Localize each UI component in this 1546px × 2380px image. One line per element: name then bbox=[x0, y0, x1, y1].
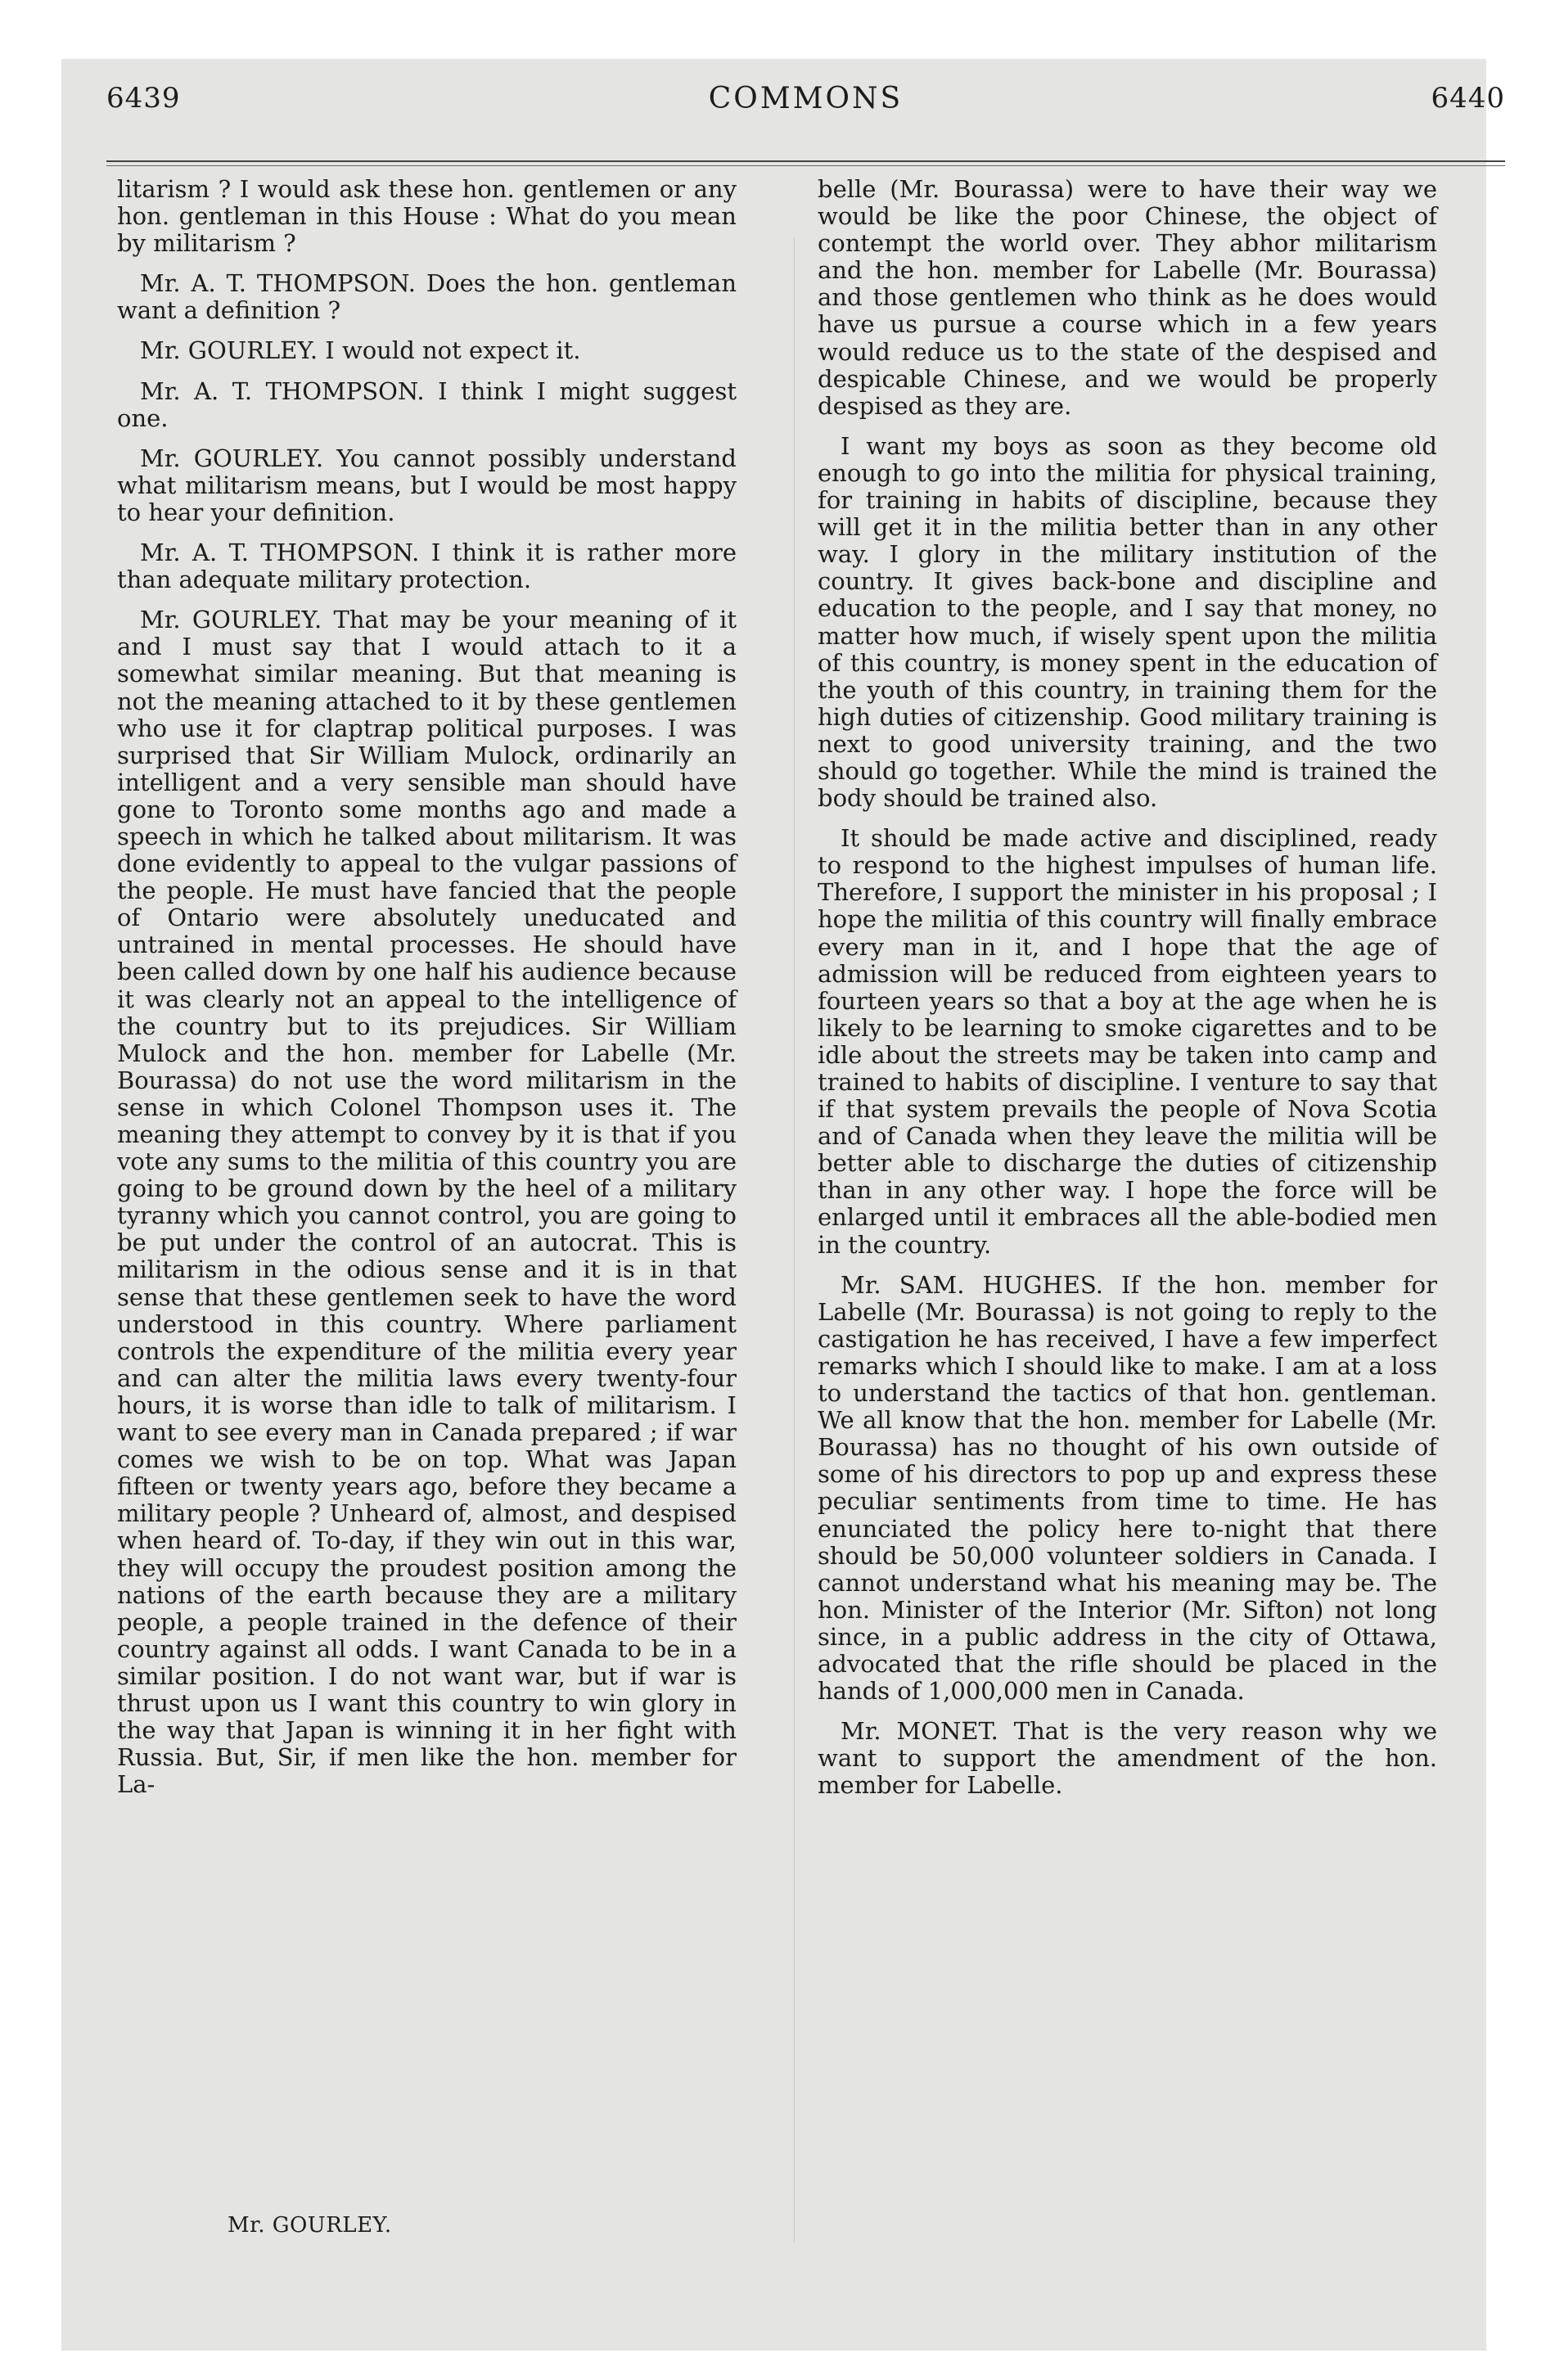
column-divider bbox=[794, 237, 795, 2243]
paragraph: Mr. A. T. THOMPSON. I think I might suggest one. bbox=[117, 376, 737, 432]
paragraph: Mr. A. T. THOMPSON. I think it is rather more than adequate military protection. bbox=[117, 539, 737, 594]
speaker-footer: Mr. GOURLEY. bbox=[228, 2213, 392, 2238]
right-page-number: 6440 bbox=[1431, 82, 1505, 115]
paragraph: Mr. A. T. THOMPSON. Does the hon. gentleman want a definition ? bbox=[117, 269, 737, 325]
header-rule bbox=[106, 160, 1505, 166]
running-title: COMMONS bbox=[708, 82, 904, 115]
left-page-number: 6439 bbox=[106, 82, 181, 115]
page-header bbox=[106, 82, 1505, 139]
paragraph: I want my boys as soon as they become old enough to go into the militia for physical training, for training in habits of discipline, because they will get it in the militia better than in any other way. I glory in the military institution of the country. It gives back-bone and discipline and education to the people, and I say that money, no matter how much, if wisely spent upon the militia of this country, is money spent in the education of the youth of this country, in training them for the high duties of citizenship. Good military training is next to good university training, and the two should go together. While the mind is trained the body should be trained also. bbox=[818, 431, 1437, 813]
paragraph: Mr. GOURLEY. You cannot possibly understand what militarism means, but I would be most happy to hear your definition. bbox=[117, 444, 737, 526]
paragraph: Mr. SAM. HUGHES. If the hon. member for Labelle (Mr. Bourassa) is not going to reply to the castigation he has received, I have a few imperfect remarks which I should like to make. I am at a loss to understand the tactics of that hon. gentleman. We all know that the hon. member for Labelle (Mr. Bourassa) has no thought of his own outside of some of his directors to pop up and express these peculiar sentiments from time to time. He has enunciated the policy here to-night that there should be 50,000 volunteer soldiers in Canada. I cannot understand what his meaning may be. The hon. Minister of the Interior (Mr. Sifton) not long since, in a public address in the city of Ottawa, advocated that the rifle should be placed in the hands of 1,000,000 men in Canada. bbox=[818, 1270, 1437, 1706]
paragraph: belle (Mr. Bourassa) were to have their way we would be like the poor Chinese, the object of contempt the world over. They abhor militarism and the hon. member for Labelle (Mr. Bourassa) and those gentlemen who think as he does would have us pursue a course which in a few years would reduce us to the state of the despised and despicable Chinese, and we would be properly despised as they are. bbox=[818, 175, 1437, 420]
paragraph: Mr. GOURLEY. I would not expect it. bbox=[140, 336, 581, 365]
paragraph: Mr. GOURLEY. That may be your meaning of it and I must say that I would attach to it a somewhat similar meaning. But that meaning is not the meaning attached to it by these gentlemen who use it for claptrap political purposes. I was surprised that Sir William Mulock, ordinarily an intelligent and a very sensible man should have gone to Toronto some months ago and made a speech in which he talked about militarism. It was done evidently to appeal to the vulgar passions of the people. He must have fancied that the people of Ontario were absolutely uneducated and untrained in mental processes. He should have been called down by one half his audience because it was clearly not an appeal to the intelligence of the country but to its prejudices. Sir William Mulock and the hon. member for Labelle (Mr. Bourassa) do not use the word militarism in the sense in which Colonel Thompson uses it. The meaning they attempt to convey by it is that if you vote any sums to the militia of this country you are going to be ground down by the heel of a military tyranny which you cannot control, you are going to be put under the control of an autocrat. This is militarism in the odious sense and it is in that sense that these gentlemen seek to have the word understood in this country. Where parliament controls the expenditure of the militia every year and can alter the militia laws every twenty-four hours, it is worse than idle to talk of militarism. I want to see every man in Canada prepared ; if war comes we wish to be on top. What was Japan fifteen or twenty years ago, before they became a military people ? Unheard of, almost, and despised when heard of. To-day, if they win out in this war, they will occupy the proudest position among the nations of the earth because they are a military people, a people trained in the defence of their country against all odds. I want Canada to be in a similar position. I do not want war, but if war is thrust upon us I want this country to win glory in the way that Japan is winning it in her fight with Russia. But, Sir, if men like the hon. member for La- bbox=[117, 606, 737, 1799]
paragraph: litarism ? I would ask these hon. gentlemen or any hon. gentleman in this House : What do you mean by militarism ? bbox=[117, 175, 737, 258]
left-column bbox=[117, 176, 737, 1811]
right-column bbox=[818, 176, 1437, 1812]
paragraph: Mr. MONET. That is the very reason why we want to support the amendment of the hon. member for Labelle. bbox=[818, 1717, 1437, 1800]
paragraph: It should be made active and disciplined, ready to respond to the highest impulses of human life. Therefore, I support the minister in his proposal ; I hope the militia of this country will finally embrace every man in it, and I hope that the age of admission will be reduced from eighteen years to fourteen years so that a boy at the age when he is likely to be learning to smoke cigarettes and to be idle about the streets may be taken into camp and trained to habits of discipline. I venture to say that if that system prevails the people of Nova Scotia and of Canada when they leave the militia will be better able to discharge the duties of citizenship than in any other way. I hope the force will be enlarged until it embraces all the able-bodied men in the country. bbox=[818, 824, 1437, 1259]
